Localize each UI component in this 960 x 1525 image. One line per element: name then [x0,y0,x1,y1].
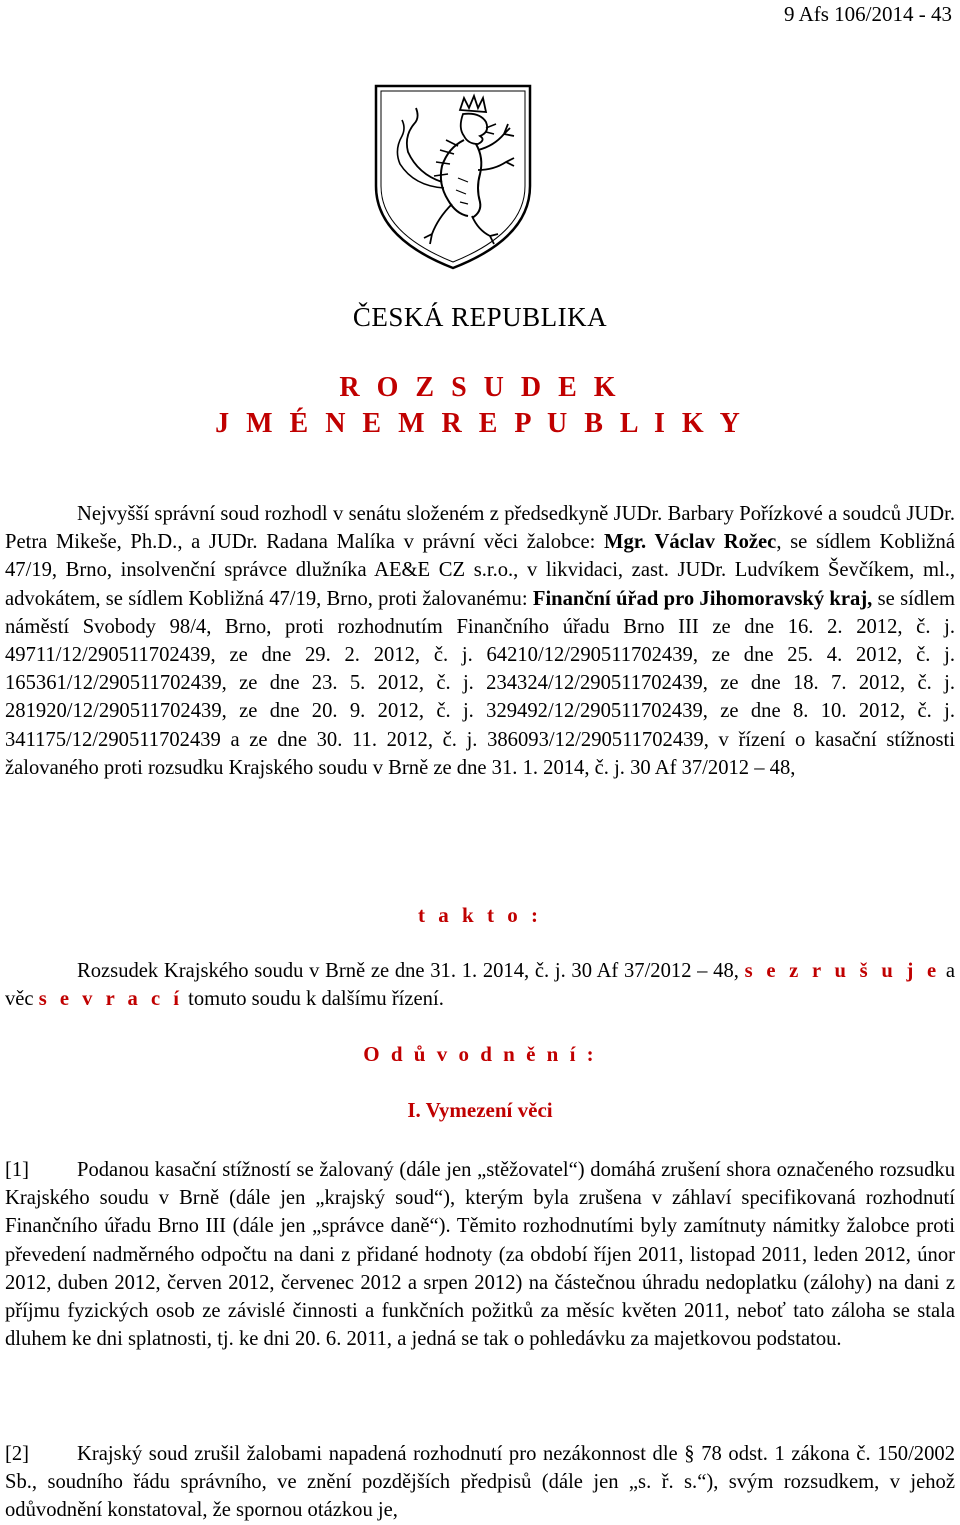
case-reference: 9 Afs 106/2014 - 43 [784,2,952,26]
paragraph-text: Podanou kasační stížností se žalovaný (dále jen „stěžovatel“) domáhá zrušení shora označeného rozsudku Krajského soudu v Brně (dále jen „krajský soud“), kterým byla zrušena v záhlaví specifikovaná rozhodnutí Finančního úřadu Brno III (dále jen „správce daně“). Těmito rozhodnutími byly zamítnuty námitky žalobce proti převedení nadměrného odpočtu na dani z přidané hodnoty (za období říjen 2011, listopad 2011, leden 2012, únor 2012, duben 2012, červen 2012, červenec 2012 a srpen 2012) na částečnou úhradu nedoplatku (zálohy) na dani z příjmu fyzických osob ze závislé činnosti a funkčních požitků za měsíc květen 2011, neboť tato záloha se stala dluhem ke dni splatnosti, tj. ke dni 20. 6. 2011, a jedná se tak o pohledávku za majetkovou podstatou. [5,1159,955,1351]
paragraph-number: [2] [5,1443,30,1465]
intro-text-2: , se sídlem Kobližná 47/19, Brno, insolvenční správce dlužníka AE&E CZ s.r.o., v likvidaci, zast. JUDr. Ludvíkem Ševčíkem, ml., advokátem, se sídlem Kobližná 47/19, Brno, proti žalovanému: [5,531,955,610]
czech-lion-coat-of-arms-icon [368,78,538,274]
verdict-text-2: a věc [5,960,956,1011]
paragraph-1 [5,1156,955,1353]
paragraph-text: Krajský soud zrušil žalobami napadená rozhodnutí pro nezákonnost dle § 78 odst. 1 zákona č. 150/2002 Sb., soudního řádu správního, ve znění pozdějších předpisů (dále jen „s. ř. s.“), svým rozsudkem, v jehož odůvodnění konstatoval, že spornou otázkou je, [5,1443,955,1522]
paragraph-number: [1] [5,1159,30,1181]
verdict-title: R O Z S U D E K [339,372,621,403]
verdict-text-1: Rozsudek Krajského soudu v Brně ze dne 31. 1. 2014, č. j. 30 Af 37/2012 – 48, [77,960,745,982]
verdict-annulled: s e z r u š u j e [744,960,941,982]
intro-text-1: Nejvyšší správní soud rozhodl v senátu složeném z předsedkyně JUDr. Barbary Pořízkové a soudců JUDr. Petra Mikeše, Ph.D., a JUDr. Radana Malíka v právní věci žalobce: [5,503,955,554]
intro-paragraph [5,500,955,782]
defendant-name: Finanční úřad pro Jihomoravský kraj, [532,587,873,610]
paragraph-2 [5,1440,955,1525]
verdict-heading: t a k t o : [418,903,542,927]
verdict-text-3: tomuto soudu k dalšímu řízení. [183,988,444,1011]
country-heading: ČESKÁ REPUBLIKA [352,302,608,332]
verdict-paragraph [5,957,955,1013]
in-the-name-of-republic-title: J M É N E M R E P U B L I K Y [215,408,745,439]
plaintiff-name: Mgr. Václav Rožec [604,531,777,554]
verdict-returned: s e v r a c í [38,988,184,1011]
reasoning-heading: O d ů v o d n ě n í : [363,1042,597,1066]
intro-text-3: se sídlem náměstí Svobody 98/4, Brno, proti rozhodnutím Finančního úřadu Brno III ze dne 16. 2. 2012, č. j. 49711/12/290511702439, ze dne 29. 2. 2012, č. j. 64210/12/290511702439, ze dne 25. 4. 2012, č. j. 165361/12/290511702439, ze dne 23. 5. 2012, č. j. 234324/12/290511702439, ze dne 18. 7. 2012, č. j. 281920/12/290511702439, ze dne 20. 9. 2012, č. j. 329492/12/290511702439, ze dne 8. 10. 2012, č. j. 341175/12/290511702439 a ze dne 30. 11. 2012, č. j. 386093/12/290511702439, v řízení o kasační stížnosti žalovaného proti rozsudku Krajského soudu v Brně ze dne 31. 1. 2014, č. j. 30 Af 37/2012 – 48, [5,587,955,779]
section-heading: I. Vymezení věci [407,1098,553,1122]
